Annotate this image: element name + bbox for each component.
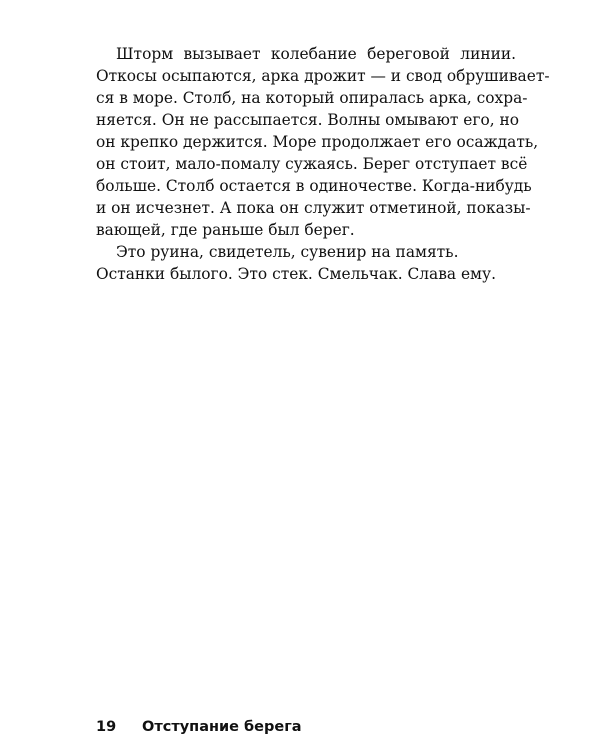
paragraph-1-line-2: Откосы осыпаются, арка дрожит — и свод обрушивает-: [96, 67, 550, 85]
page-footer: [96, 716, 302, 738]
paragraph-1-line-3: ся в море. Столб, на который опиралась арка, сохра-: [96, 89, 528, 107]
paragraph-1-line-7: больше. Столб остается в одиночестве. Когда-нибудь: [96, 177, 532, 195]
paragraph-2-line-2: Останки былого. Это стек. Смельчак. Слава ему.: [96, 265, 496, 283]
chapter-title: Отступание берега: [142, 719, 302, 735]
paragraph-2-line-1: Это руина, свидетель, сувенир на память.: [116, 243, 459, 261]
paragraph-1-line-6: он стоит, мало-помалу сужаясь. Берег отступает всё: [96, 155, 528, 173]
page-number: 19: [96, 719, 117, 735]
paragraph-1-line-9: вающей, где раньше был берег.: [96, 221, 355, 239]
paragraph-1-line-8: и он исчезнет. А пока он служит отметиной, показы-: [96, 199, 531, 217]
body-text: [96, 43, 550, 285]
paragraph-1-line-5: он крепко держится. Море продолжает его осаждать,: [96, 133, 539, 151]
paragraph-1-line-1: Шторм вызывает колебание береговой линии.: [116, 45, 516, 63]
paragraph-1-line-4: няется. Он не рассыпается. Волны омывают его, но: [96, 111, 520, 129]
